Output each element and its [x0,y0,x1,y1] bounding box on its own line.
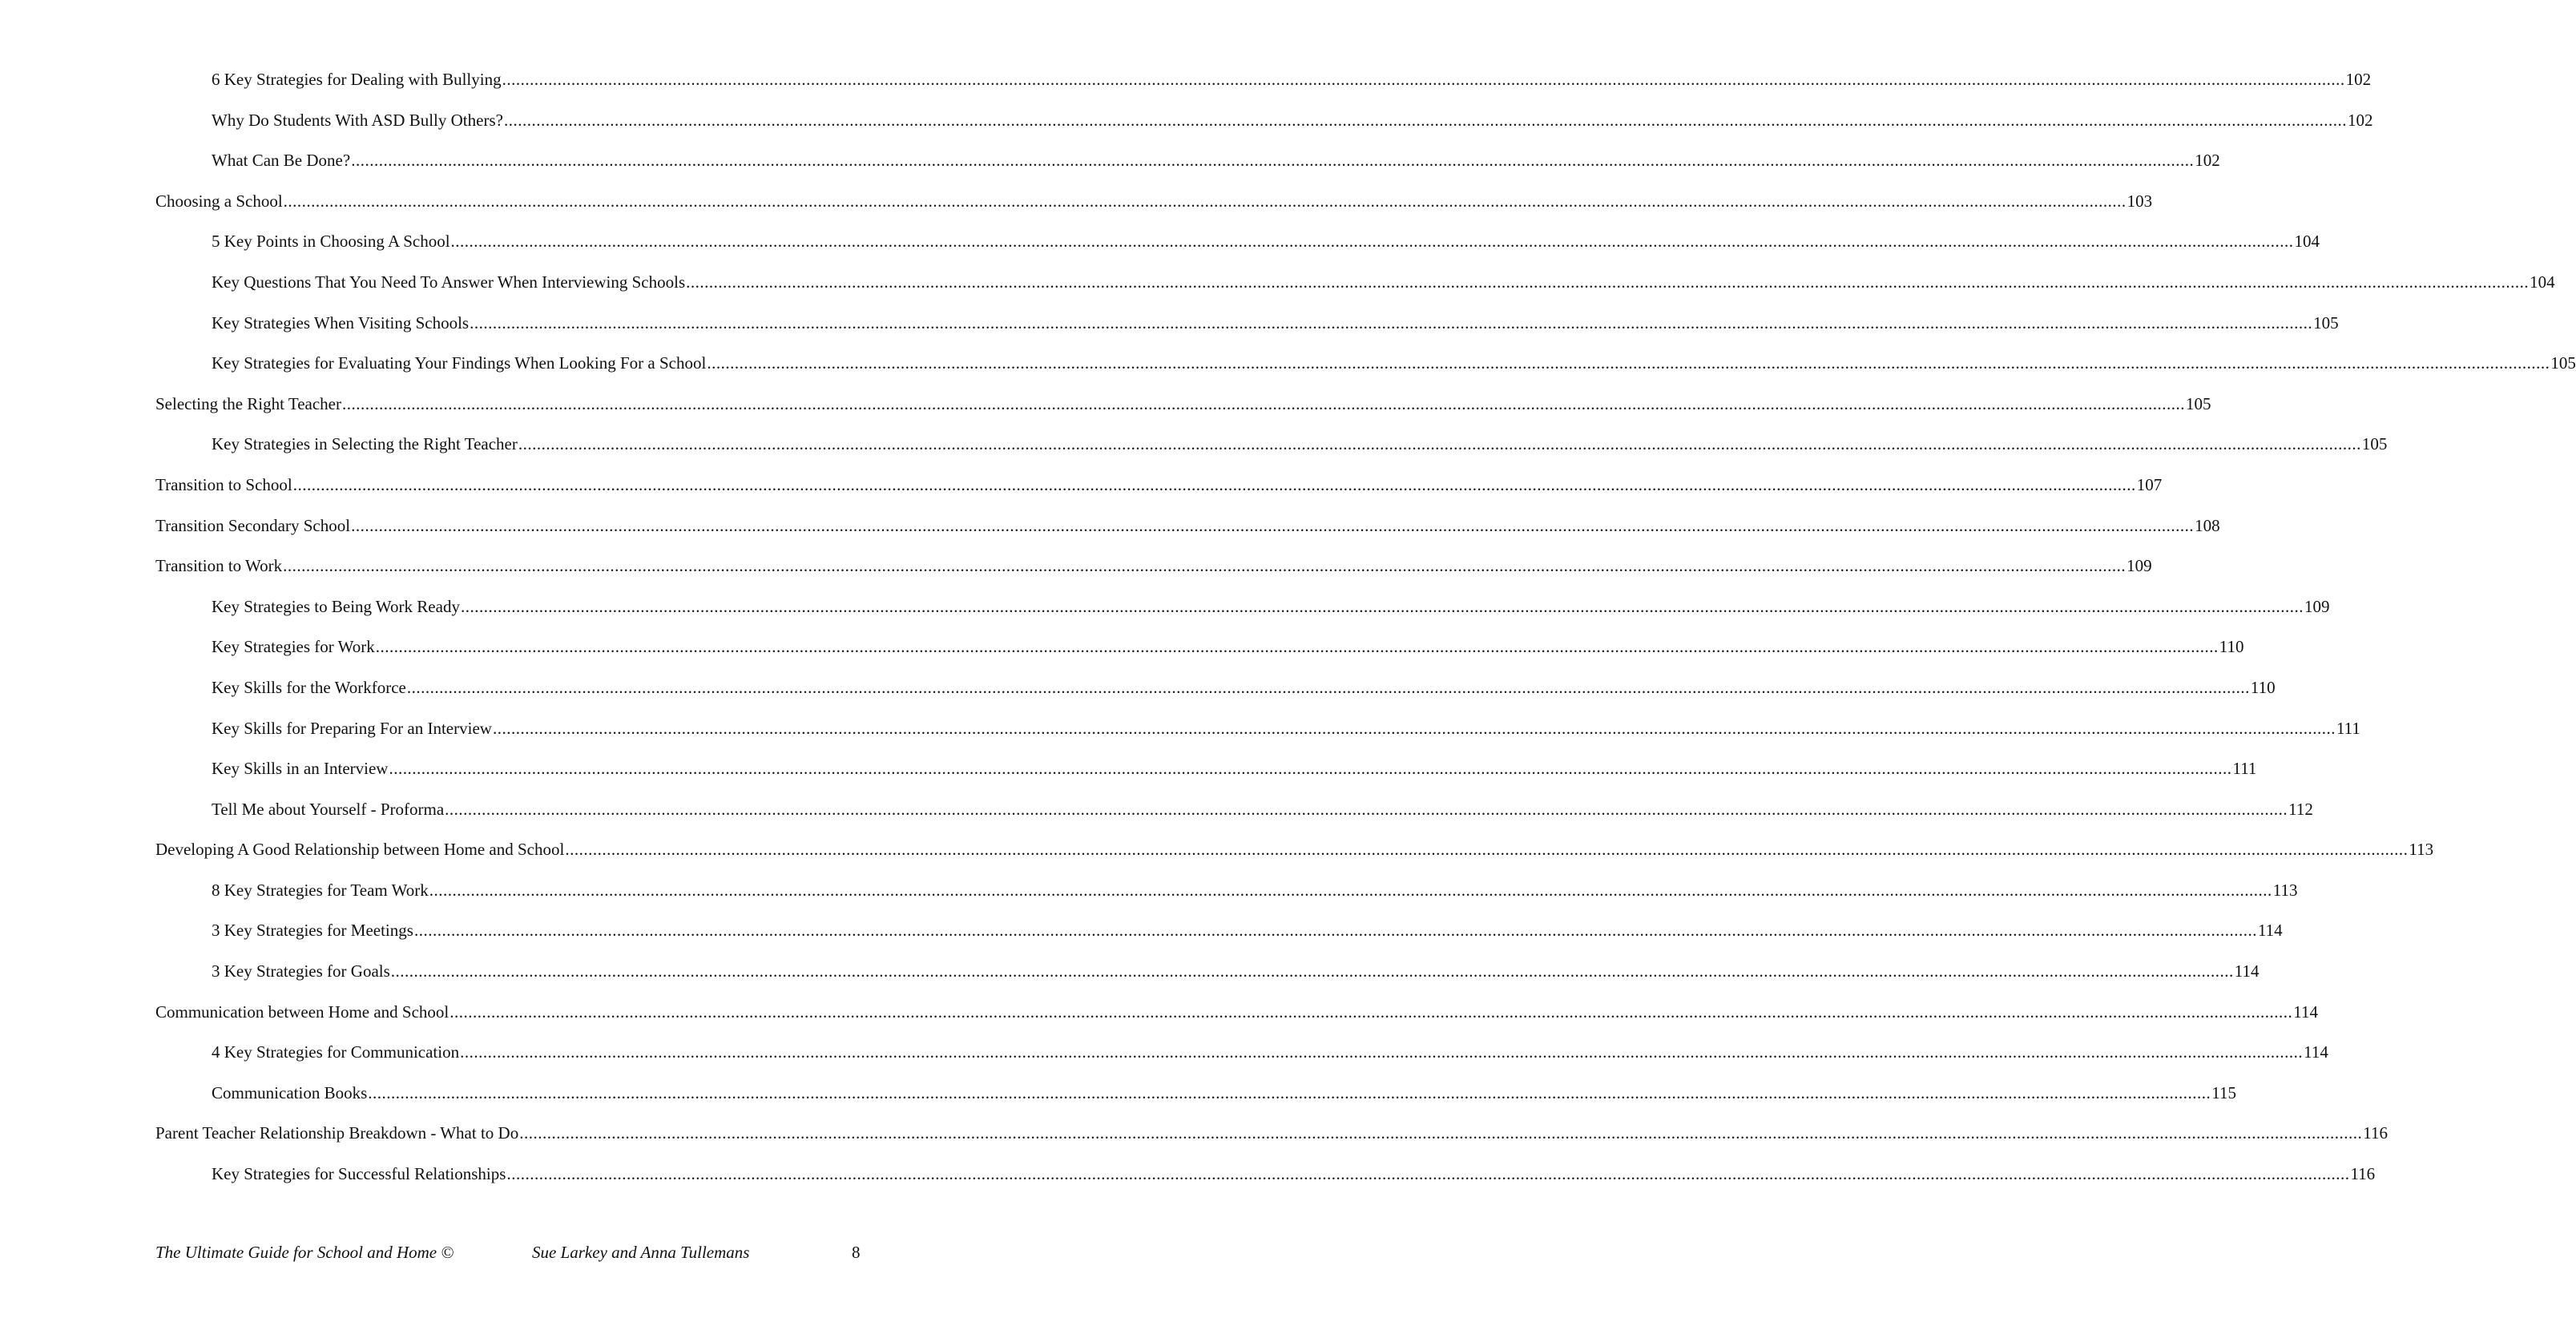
toc-entry-page-number: 116 [2363,1123,2388,1143]
toc-entry[interactable] [0,708,2360,749]
toc-entry[interactable] [0,140,2220,181]
toc-entry-page-number: 105 [2313,312,2339,333]
toc-entry-title: 3 Key Strategies for Meetings [212,921,413,941]
toc-entry[interactable] [0,384,2211,425]
toc-entry-title: Key Skills for Preparing For an Interview [212,718,492,738]
toc-entry-page-number: 112 [2288,799,2313,819]
toc-dot-leader: ................................................................................................................................................................................................................................................................................................................................................................................................................ [406,677,2250,697]
toc-dot-leader: ................................................................................................................................................................................................................................................................................................................................................................................................................ [460,1042,2304,1062]
toc-dot-leader: ................................................................................................................................................................................................................................................................................................................................................................................................................ [429,880,2272,900]
toc-dot-leader: ................................................................................................................................................................................................................................................................................................................................................................................................................ [389,759,2232,779]
toc-entry[interactable] [0,1073,2236,1114]
toc-entry[interactable] [0,100,2373,141]
toc-entry[interactable] [0,951,2260,992]
toc-entry[interactable] [0,789,2313,830]
toc-entry-title: Key Strategies in Selecting the Right Teacher [212,434,518,454]
toc-entry-title: Communication Books [212,1082,368,1102]
toc-entry[interactable] [0,627,2244,667]
toc-entry-title: Key Strategies for Successful Relationships [212,1164,506,1184]
toc-entry-page-number: 114 [2234,961,2260,981]
toc-entry-title: Key Skills for the Workforce [212,677,406,697]
toc-entry[interactable] [0,667,2276,708]
toc-entry[interactable] [0,424,2388,465]
toc-entry[interactable] [0,59,2372,100]
toc-entry-page-number: 110 [2219,637,2244,657]
table-of-contents [0,59,2576,1195]
toc-entry-page-number: 103 [2127,191,2153,211]
toc-dot-leader: ................................................................................................................................................................................................................................................................................................................................................................................................................ [519,1123,2363,1143]
toc-dot-leader: ................................................................................................................................................................................................................................................................................................................................................................................................................ [460,596,2304,616]
toc-entry-page-number: 102 [2345,70,2372,89]
toc-entry[interactable] [0,748,2257,789]
toc-dot-leader: ................................................................................................................................................................................................................................................................................................................................................................................................................ [503,110,2347,130]
toc-entry-page-number: 109 [2304,596,2330,616]
toc-entry-page-number: 102 [2347,110,2373,130]
toc-dot-leader: ................................................................................................................................................................................................................................................................................................................................................................................................................ [449,1002,2293,1022]
toc-dot-leader: ................................................................................................................................................................................................................................................................................................................................................................................................................ [707,353,2550,373]
toc-entry[interactable] [0,262,2555,303]
toc-entry[interactable] [0,465,2163,506]
toc-entry-title: What Can Be Done? [212,151,351,171]
toc-entry-title: Key Skills in an Interview [212,759,389,779]
toc-entry-page-number: 114 [2257,921,2283,941]
toc-entry-page-number: 115 [2211,1082,2236,1102]
footer-authors: Sue Larkey and Anna Tullemans [532,1243,750,1262]
toc-entry-title: Key Strategies When Visiting Schools [212,312,470,333]
toc-entry[interactable] [0,343,2576,384]
toc-entry-page-number: 114 [2293,1002,2318,1022]
toc-entry-title: Key Strategies for Work [212,637,375,657]
toc-entry[interactable] [0,506,2220,546]
toc-dot-leader: ................................................................................................................................................................................................................................................................................................................................................................................................................ [492,718,2336,738]
toc-entry-page-number: 113 [2272,880,2298,900]
toc-dot-leader: ................................................................................................................................................................................................................................................................................................................................................................................................................ [445,799,2288,819]
toc-entry[interactable] [0,181,2153,222]
toc-entry[interactable] [0,829,2434,870]
toc-entry-page-number: 111 [2336,718,2360,738]
toc-entry-page-number: 105 [2185,393,2211,413]
toc-dot-leader: ................................................................................................................................................................................................................................................................................................................................................................................................................ [283,191,2127,211]
toc-dot-leader: ................................................................................................................................................................................................................................................................................................................................................................................................................ [565,840,2409,860]
toc-entry-title: Tell Me about Yourself - Proforma [212,799,445,819]
toc-entry-page-number: 105 [2550,353,2576,373]
toc-entry[interactable] [0,546,2152,586]
toc-entry[interactable] [0,992,2318,1033]
toc-entry-title: Key Strategies to Being Work Ready [212,596,460,616]
toc-dot-leader: ................................................................................................................................................................................................................................................................................................................................................................................................................ [375,637,2219,657]
toc-dot-leader: ................................................................................................................................................................................................................................................................................................................................................................................................................ [292,474,2136,494]
toc-entry-title: Developing A Good Relationship between Home and School [155,840,565,860]
toc-entry-page-number: 107 [2136,474,2163,494]
toc-dot-leader: ................................................................................................................................................................................................................................................................................................................................................................................................................ [450,232,2294,252]
toc-entry-title: Parent Teacher Relationship Breakdown - What to Do [155,1123,519,1143]
page-footer [0,1240,1022,1264]
toc-entry-title: 8 Key Strategies for Team Work [212,880,429,900]
toc-entry-page-number: 102 [2195,151,2220,171]
toc-dot-leader: ................................................................................................................................................................................................................................................................................................................................................................................................................ [351,151,2195,171]
toc-dot-leader: ................................................................................................................................................................................................................................................................................................................................................................................................................ [506,1164,2350,1184]
footer-book-title: The Ultimate Guide for School and Home © [155,1243,454,1262]
toc-entry[interactable] [0,910,2283,951]
toc-entry-title: Communication between Home and School [155,1002,449,1022]
toc-dot-leader: ................................................................................................................................................................................................................................................................................................................................................................................................................ [686,272,2530,292]
toc-entry[interactable] [0,586,2330,627]
toc-entry[interactable] [0,221,2320,262]
toc-entry-title: Transition Secondary School [155,515,351,535]
toc-entry-page-number: 113 [2409,840,2434,860]
toc-entry-title: Why Do Students With ASD Bully Others? [212,110,503,130]
toc-entry-title: 3 Key Strategies for Goals [212,961,390,981]
toc-entry-page-number: 114 [2304,1042,2328,1062]
toc-dot-leader: ................................................................................................................................................................................................................................................................................................................................................................................................................ [368,1082,2211,1102]
toc-entry-page-number: 104 [2294,232,2320,252]
toc-entry-title: 4 Key Strategies for Communication [212,1042,460,1062]
toc-entry[interactable] [0,870,2298,911]
footer-page-number: 8 [852,1243,861,1262]
toc-dot-leader: ................................................................................................................................................................................................................................................................................................................................................................................................................ [390,961,2234,981]
toc-entry[interactable] [0,1113,2388,1154]
toc-entry[interactable] [0,1032,2328,1073]
toc-entry-title: Choosing a School [155,191,283,211]
toc-entry-page-number: 116 [2350,1164,2376,1184]
toc-dot-leader: ................................................................................................................................................................................................................................................................................................................................................................................................................ [502,70,2345,89]
toc-entry-page-number: 110 [2250,677,2276,697]
toc-entry[interactable] [0,303,2339,344]
toc-dot-leader: ................................................................................................................................................................................................................................................................................................................................................................................................................ [470,312,2313,333]
toc-entry-page-number: 104 [2530,272,2555,292]
toc-dot-leader: ................................................................................................................................................................................................................................................................................................................................................................................................................ [283,556,2127,576]
toc-entry[interactable] [0,1154,2376,1195]
toc-entry-page-number: 111 [2232,759,2257,779]
toc-dot-leader: ................................................................................................................................................................................................................................................................................................................................................................................................................ [518,434,2361,454]
toc-entry-title: Key Strategies for Evaluating Your Findings When Looking For a School [212,353,707,373]
toc-entry-title: Transition to Work [155,556,283,576]
toc-entry-title: Transition to School [155,474,292,494]
toc-entry-title: Selecting the Right Teacher [155,393,341,413]
toc-entry-title: 5 Key Points in Choosing A School [212,232,450,252]
toc-dot-leader: ................................................................................................................................................................................................................................................................................................................................................................................................................ [351,515,2195,535]
toc-entry-title: Key Questions That You Need To Answer When Interviewing Schools [212,272,686,292]
toc-dot-leader: ................................................................................................................................................................................................................................................................................................................................................................................................................ [413,921,2257,941]
toc-entry-page-number: 109 [2127,556,2152,576]
toc-dot-leader: ................................................................................................................................................................................................................................................................................................................................................................................................................ [341,393,2185,413]
toc-entry-page-number: 105 [2361,434,2388,454]
toc-entry-title: 6 Key Strategies for Dealing with Bullying [212,70,502,89]
toc-entry-page-number: 108 [2195,515,2220,535]
